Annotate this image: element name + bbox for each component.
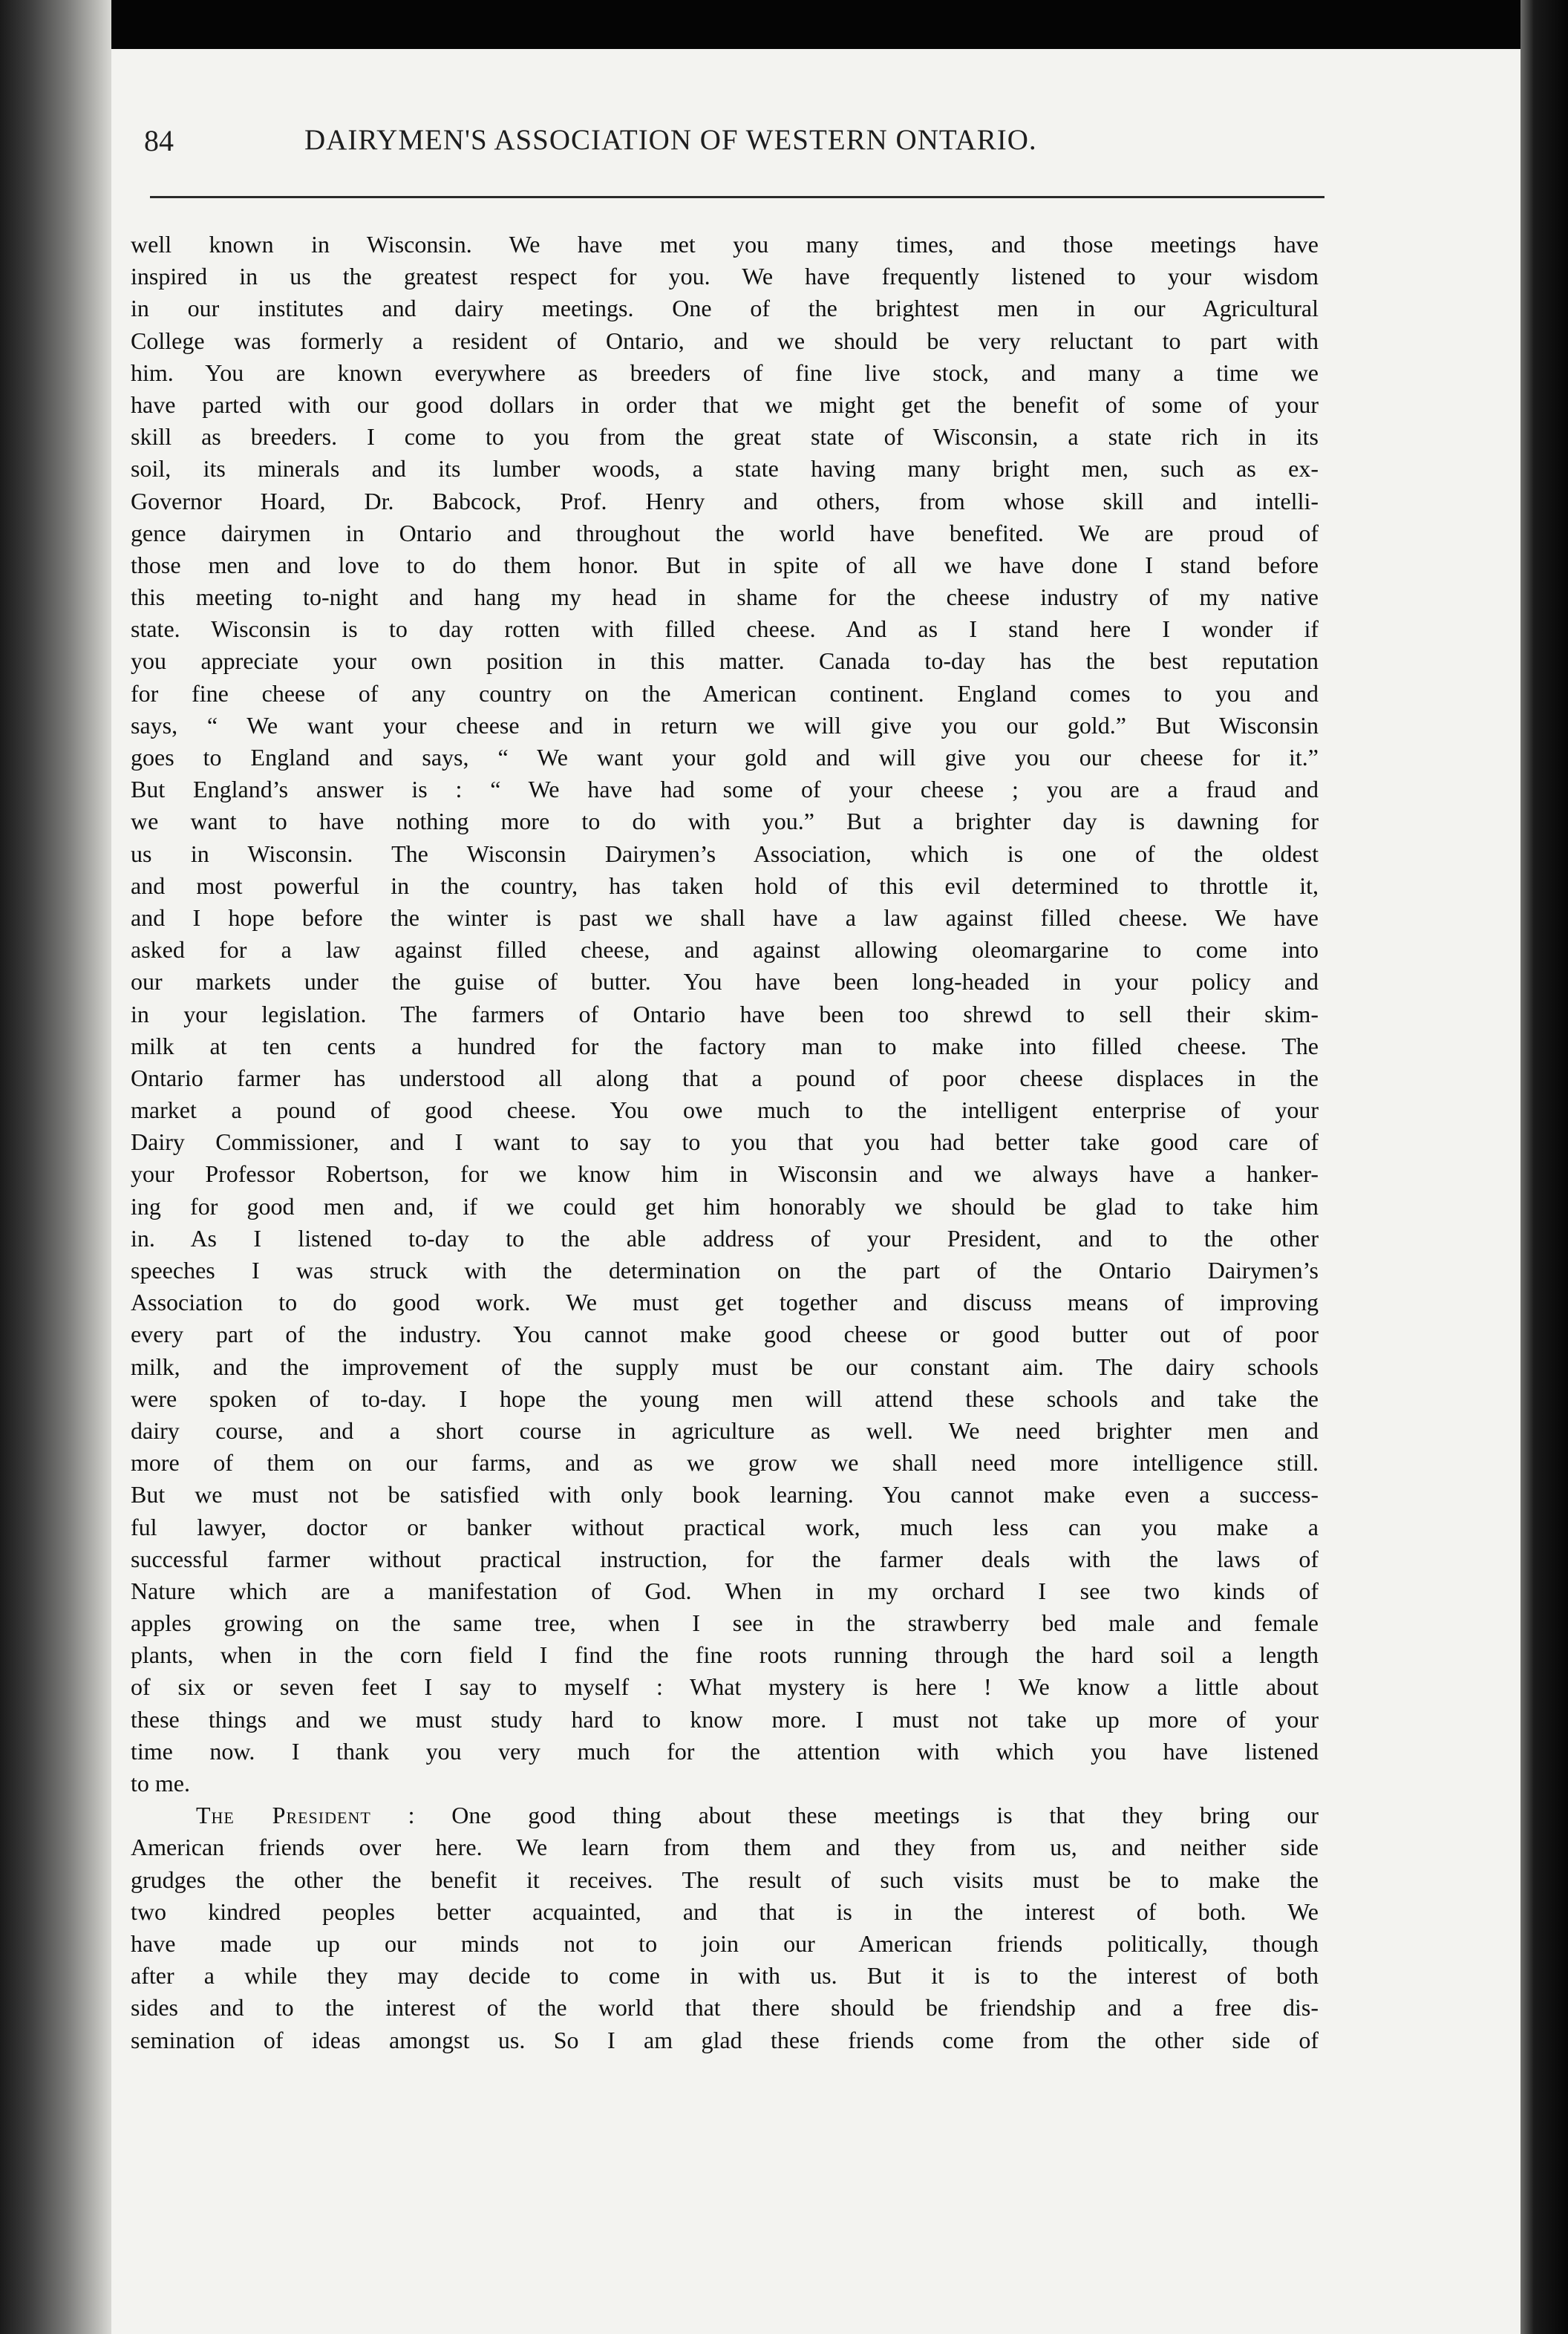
speech-paragraph [131,229,1319,1799]
scan-border-top [0,0,1568,49]
page-header [144,123,1324,175]
text-line: of six or seven feet I say to myself : What mystery is here ! We know a little about [131,1673,1319,1701]
text-line: we want to have nothing more to do with you.” But a brighter day is dawning for [131,808,1319,835]
text-line: But England’s answer is : “ We have had some of your cheese ; you are a fraud and [131,776,1319,803]
text-line: time now. I thank you very much for the attention with which you have listened [131,1737,1319,1765]
header-rule [150,196,1324,198]
text-line: well known in Wisconsin. We have met you many times, and those meetings have [131,231,1319,258]
text-line: inspired in us the greatest respect for you. We have frequently listened to your wisdom [131,263,1319,290]
text-line: after a while they may decide to come in with us. But it is to the interest of both [131,1962,1319,1990]
text-line: in. As I listened to-day to the able address of your President, and to the other [131,1224,1319,1252]
text-line [131,1799,1319,1831]
text-line: your Professor Robertson, for we know him in Wisconsin and we always have a hanker- [131,1160,1319,1188]
text-line: to me. [131,1770,190,1797]
text-line: him. You are known everywhere as breeders of fine live stock, and many a time we [131,359,1319,386]
text-line: milk, and the improvement of the supply must be our constant aim. The dairy schools [131,1353,1319,1380]
text-line: Association to do good work. We must get together and discuss means of improving [131,1289,1319,1316]
text-line: and most powerful in the country, has taken hold of this evil determined to throttle it, [131,872,1319,899]
text-line: milk at ten cents a hundred for the factory man to make into filled cheese. The [131,1032,1319,1059]
president-paragraph [131,1799,1319,2056]
text-line: American friends over here. We learn from them and they from us, and neither side [131,1834,1319,1861]
text-line: ful lawyer, doctor or banker without practical work, much less can you make a [131,1513,1319,1540]
scan-binding-edge [0,0,111,2334]
body-text [131,229,1319,2056]
text-line: those men and love to do them honor. But in spite of all we have done I stand before [131,551,1319,578]
text-line: speeches I was struck with the determination on the part of the Ontario Dairymen’s [131,1257,1319,1284]
text-line: you appreciate your own position in this matter. Canada to-day has the best reputation [131,647,1319,675]
text-line: soil, its minerals and its lumber woods, a state having many bright men, such as ex- [131,455,1319,483]
text-line: Nature which are a manifestation of God. When in my orchard I see two kinds of [131,1577,1319,1604]
text-line: grudges the other the benefit it receives. The result of such visits must be to make the [131,1866,1319,1893]
text-line: have made up our minds not to join our American friends politically, though [131,1929,1319,1957]
text-line: asked for a law against filled cheese, and against allowing oleomargarine to come into [131,936,1319,964]
text-line: plants, when in the corn field I find the fine roots running through the hard soil a length [131,1641,1319,1669]
text-line: have parted with our good dollars in order that we might get the benefit of some of your [131,390,1319,418]
text-line: College was formerly a resident of Ontario, and we should be very reluctant to part with [131,327,1319,354]
text-line: state. Wisconsin is to day rotten with filled cheese. And as I stand here I wonder if [131,615,1319,643]
text-line: semination of ideas amongst us. So I am glad these friends come from the other side of [131,2026,1319,2053]
speaker-text: : One good thing about these meetings is that they bring our [408,1802,1319,1829]
text-line: two kindred peoples better acquainted, and that is in the interest of both. We [131,1897,1319,1925]
page-number: 84 [144,124,174,157]
text-line: in our institutes and dairy meetings. One of the brightest men in our Agricultural [131,295,1319,322]
text-line: this meeting to-night and hang my head in shame for the cheese industry of my native [131,584,1319,611]
text-line: apples growing on the same tree, when I see in the strawberry bed male and female [131,1609,1319,1637]
text-line: Ontario farmer has understood all along that a pound of poor cheese displaces in the [131,1064,1319,1091]
text-line: these things and we must study hard to know more. I must not take up more of your [131,1705,1319,1733]
text-line: gence dairymen in Ontario and throughout the world have benefited. We are proud of [131,519,1319,546]
text-line: ing for good men and, if we could get him honorably we should be glad to take him [131,1192,1319,1220]
text-line: in your legislation. The farmers of Ontario have been too shrewd to sell their skim- [131,1000,1319,1027]
text-line: and I hope before the winter is past we shall have a law against filled cheese. We have [131,903,1319,931]
text-line: were spoken of to-day. I hope the young men will attend these schools and take the [131,1385,1319,1412]
text-line: But we must not be satisfied with only book learning. You cannot make even a success- [131,1481,1319,1508]
text-line: every part of the industry. You cannot make good cheese or good butter out of poor [131,1321,1319,1348]
text-line: says, “ We want your cheese and in return we will give you our gold.” But Wisconsin [131,711,1319,739]
text-line: for fine cheese of any country on the American continent. England comes to you and [131,679,1319,707]
text-line: successful farmer without practical instruction, for the farmer deals with the laws of [131,1545,1319,1572]
scan-border-right [1520,0,1568,2334]
speaker-name: The President [196,1802,371,1829]
text-line: sides and to the interest of the world that there should be friendship and a free dis- [131,1994,1319,2021]
text-line: Governor Hoard, Dr. Babcock, Prof. Henry and others, from whose skill and intelli- [131,487,1319,514]
text-line: us in Wisconsin. The Wisconsin Dairymen’s Association, which is one of the oldest [131,840,1319,867]
text-line: dairy course, and a short course in agriculture as well. We need brighter men and [131,1416,1319,1444]
text-line: our markets under the guise of butter. You have been long-headed in your policy and [131,968,1319,996]
text-line: skill as breeders. I come to you from the great state of Wisconsin, a state rich in its [131,423,1319,451]
text-line: more of them on our farms, and as we grow we shall need more intelligence still. [131,1449,1319,1477]
text-line: Dairy Commissioner, and I want to say to you that you had better take good care of [131,1128,1319,1156]
text-line: market a pound of good cheese. You owe much to the intelligent enterprise of your [131,1096,1319,1124]
text-line: goes to England and says, “ We want your gold and will give you our cheese for it.” [131,744,1319,771]
running-title: DAIRYMEN'S ASSOCIATION OF WESTERN ONTARIO. [304,124,1037,156]
